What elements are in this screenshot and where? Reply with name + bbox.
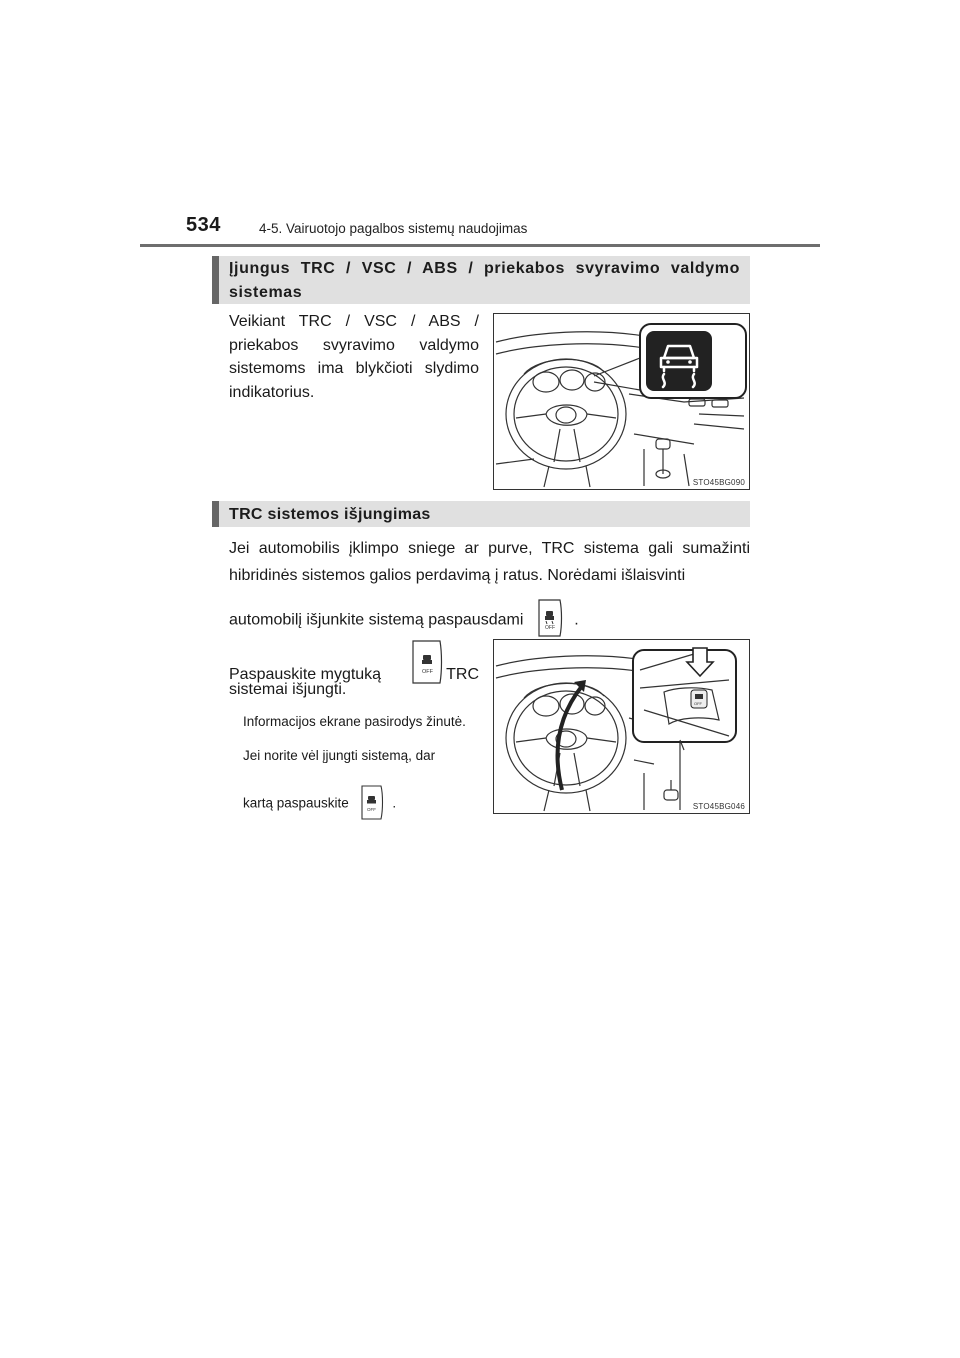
note-text-before: kartą paspauskite [243,795,349,811]
page-number: 534 [186,214,221,236]
step-text-before: Paspauskite mygtuką [229,665,382,683]
svg-text:OFF: OFF [422,669,434,675]
svg-text:OFF: OFF [694,701,702,706]
dashboard-illustration [494,640,749,813]
note-text-after: . [392,795,397,811]
section-heading-text: TRC sistemos išjungimas [229,506,431,523]
note-text-line3 [243,782,396,826]
vsc-off-button-icon [359,782,385,826]
vsc-off-button-icon [410,635,444,692]
dashboard-illustration [494,314,749,489]
svg-text:OFF: OFF [544,625,555,631]
chapter-title: 4-5. Vairuotojo pagalbos sistemų naudojimas [259,221,528,236]
svg-text:OFF: OFF [366,807,376,812]
section-heading-trc-off [212,501,750,527]
figure-code: STO45BG090 [692,478,745,487]
slip-indicator-icon [646,331,712,391]
figure-code: STO45BG046 [692,802,745,811]
vsc-off-button-icon [536,596,564,645]
section2-paragraph: Jei automobilis įklimpo sniege ar purve, TRC sistema gali sumažinti hibridinės sistemos galios perdavimą į ratus. Norėdami išlaisvinti [229,540,750,584]
section2-paragraph-line3 [229,596,579,645]
dashboard-slip-indicator-figure [493,313,750,490]
step-text-line2: sistemai išjungti. [229,681,347,698]
header-rule [140,244,820,247]
vsc-off-button-location-figure [493,639,750,814]
section-heading-trc-vsc-abs [212,256,750,304]
vsc-off-button-icon [691,690,707,708]
note-text: Jei norite vėl įjungti sistemą, dar [243,748,436,763]
section1-paragraph: Veikiant TRC / VSC / ABS / priekabos svyravimo valdymo sistemoms ima blykčioti slydimo indikatorius. [229,313,479,401]
note-text: Informacijos ekrane pasirodys žinutė. [243,714,466,729]
paragraph-text: . [574,611,579,629]
section-heading-text: Įjungus TRC / VSC / ABS / priekabos svyravimo valdymo sistemas [229,260,740,301]
paragraph-text: automobilį išjunkite sistemą paspausdami [229,611,524,629]
step-text-after: TRC [446,665,479,683]
